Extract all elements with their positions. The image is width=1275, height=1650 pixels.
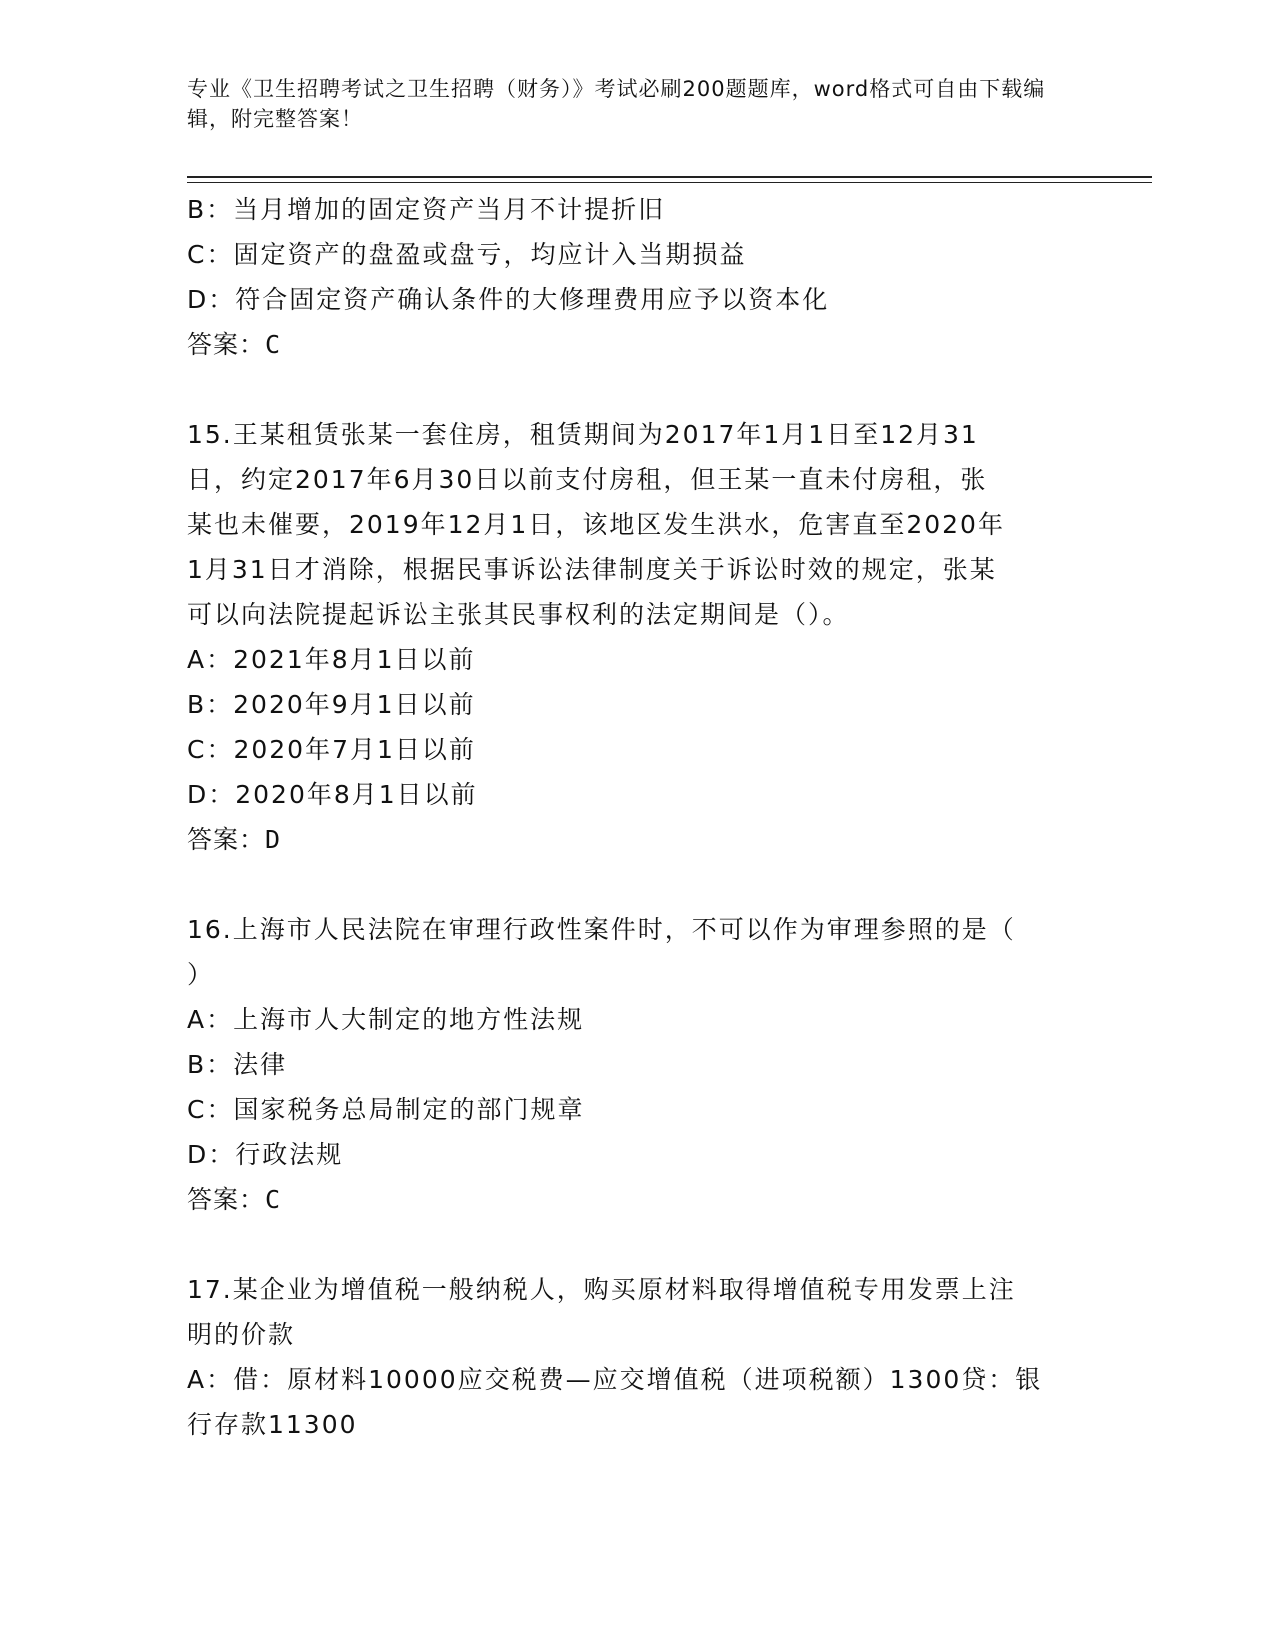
question-content xyxy=(187,187,1087,1447)
answer-label: 答案：D xyxy=(187,825,282,854)
spacer xyxy=(187,862,1087,907)
option-b: B：法律 xyxy=(187,1050,288,1079)
answer-label: 答案：C xyxy=(187,1185,282,1214)
question-text-line: 明的价款 xyxy=(187,1320,296,1349)
spacer xyxy=(187,1222,1087,1267)
option-b: B：2020年9月1日以前 xyxy=(187,690,476,719)
question-15 xyxy=(187,412,1087,862)
question-text-line: 16.上海市人民法院在审理行政性案件时，不可以作为审理参照的是（ xyxy=(187,915,1016,944)
option-a: A：2021年8月1日以前 xyxy=(187,645,476,674)
question-text-line: 15.王某租赁张某一套住房，租赁期间为2017年1月1日至12月31 xyxy=(187,420,979,449)
header-divider-thin xyxy=(187,182,1152,183)
answer-label: 答案：C xyxy=(187,330,282,359)
question-text-line: 可以向法院提起诉讼主张其民事权利的法定期间是（）。 xyxy=(187,600,850,629)
option-a-continued: 行存款11300 xyxy=(187,1410,358,1439)
question-16 xyxy=(187,907,1087,1222)
option-c: C：固定资产的盘盈或盘亏，均应计入当期损益 xyxy=(187,240,747,269)
question-text-line: 17.某企业为增值税一般纳税人，购买原材料取得增值税专用发票上注 xyxy=(187,1275,1016,1304)
header-divider-thick xyxy=(187,176,1152,178)
question-text-line: ） xyxy=(187,960,215,989)
option-b: B：当月增加的固定资产当月不计提折旧 xyxy=(187,195,666,224)
option-d: D：符合固定资产确认条件的大修理费用应予以资本化 xyxy=(187,285,830,314)
option-a: A：借：原材料10000应交税费—应交增值税（进项税额）1300贷：银 xyxy=(187,1365,1043,1394)
spacer xyxy=(187,367,1087,412)
question-text-line: 1月31日才消除，根据民事诉讼法律制度关于诉讼时效的规定，张某 xyxy=(187,555,997,584)
option-a: A：上海市人大制定的地方性法规 xyxy=(187,1005,585,1034)
option-d: D：2020年8月1日以前 xyxy=(187,780,478,809)
option-c: C：国家税务总局制定的部门规章 xyxy=(187,1095,585,1124)
question-text-line: 日，约定2017年6月30日以前支付房租，但王某一直未付房租，张 xyxy=(187,465,988,494)
prev-question-block xyxy=(187,187,1087,367)
question-17 xyxy=(187,1267,1087,1447)
option-c: C：2020年7月1日以前 xyxy=(187,735,476,764)
option-d: D：行政法规 xyxy=(187,1140,344,1169)
document-header: 专业《卫生招聘考试之卫生招聘（财务）》考试必刷200题题库，word格式可自由下载编辑，附完整答案！ xyxy=(187,77,1046,131)
question-text-line: 某也未催要，2019年12月1日，该地区发生洪水，危害直至2020年 xyxy=(187,510,1005,539)
